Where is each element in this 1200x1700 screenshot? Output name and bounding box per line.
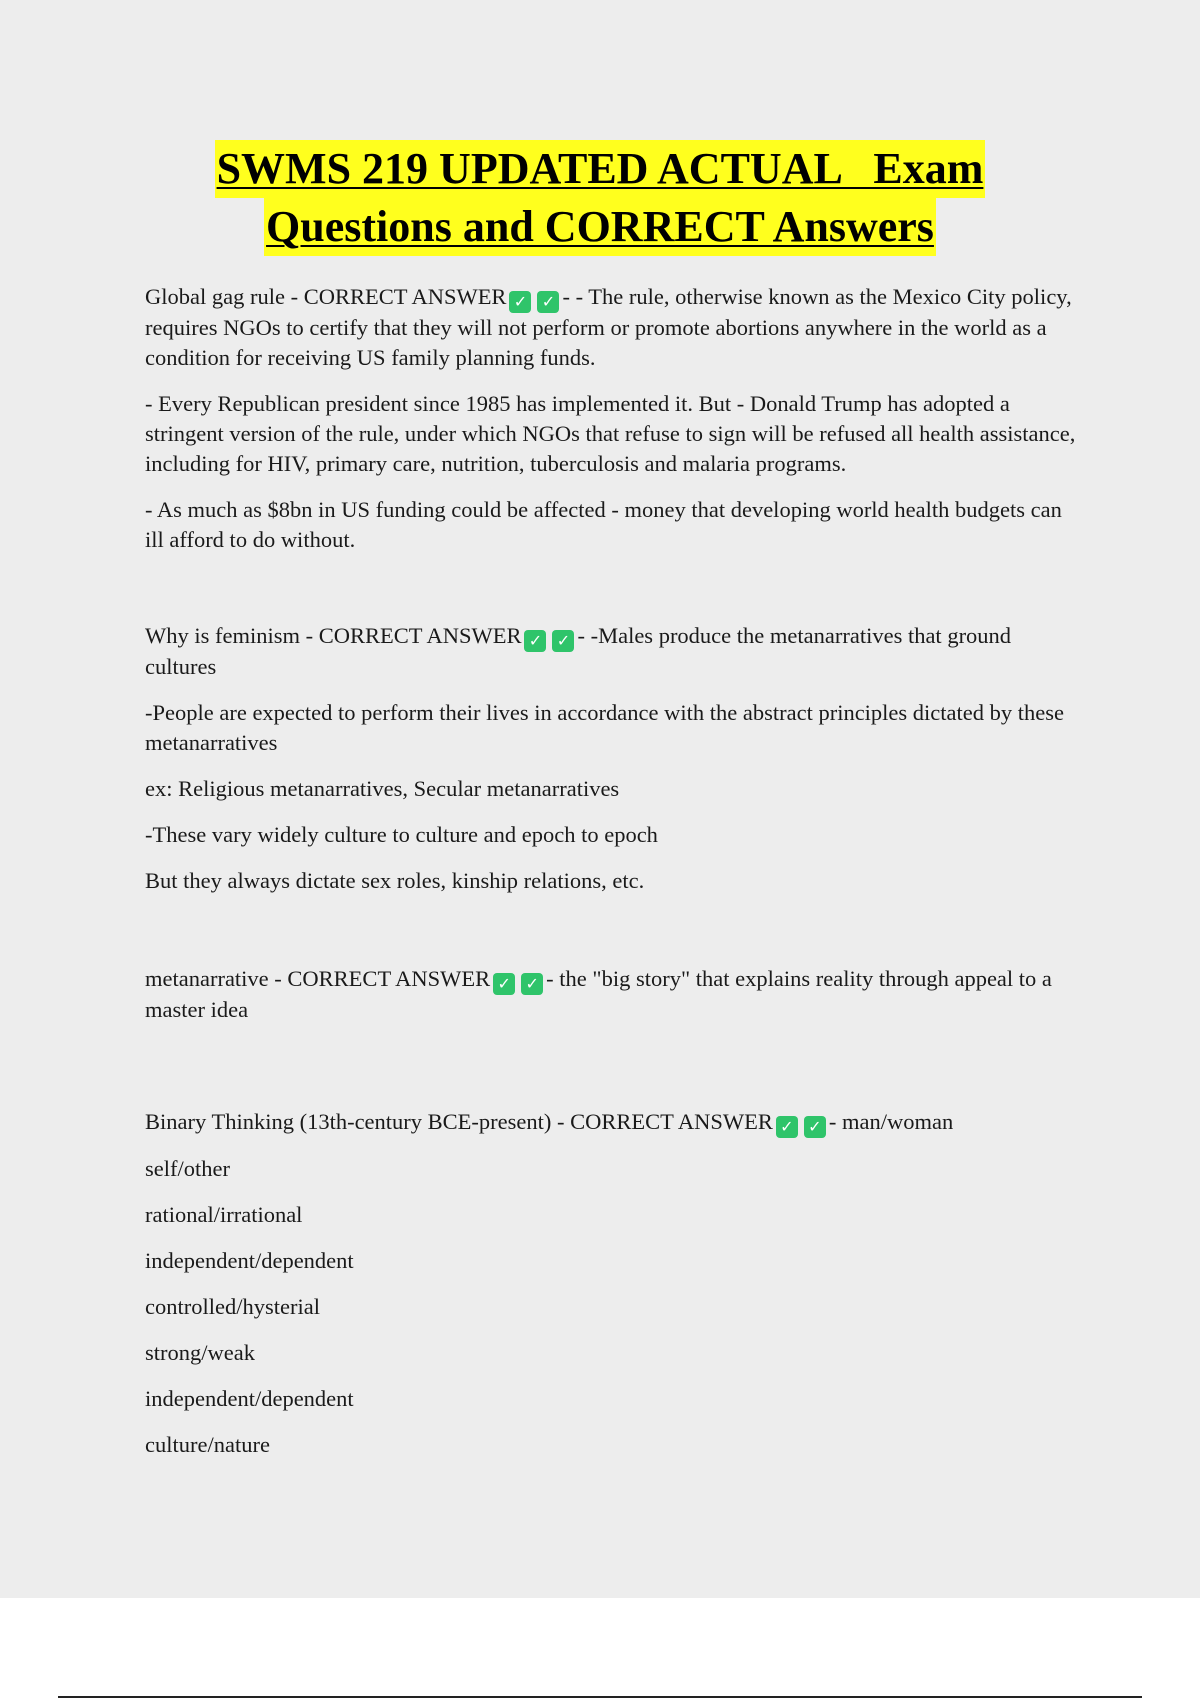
binary-pair: controlled/hysterial — [145, 1294, 320, 1319]
binary-pair: independent/dependent — [145, 1386, 354, 1411]
check-mark-icon: ✓ — [521, 973, 543, 995]
binary-pair: self/other — [145, 1156, 230, 1181]
answer-paragraph: - As much as $8bn in US funding could be affected - money that developing world health budgets can ill afford to do without. — [145, 497, 1062, 552]
check-mark-icon: ✓ — [509, 291, 531, 313]
question-term: Why is feminism - CORRECT ANSWER — [145, 623, 522, 648]
answer-paragraph: - Every Republican president since 1985 has implemented it. But - Donald Trump has adopted a stringent version of the rule, under which NGOs that refuse to sign will be refused all health assistance, including for HIV, primary care, nutrition, tuberculosis and malaria programs. — [145, 391, 1076, 476]
title-line-1: SWMS 219 UPDATED ACTUAL Exam — [215, 140, 986, 198]
qa-item-global-gag-rule — [145, 282, 1085, 373]
answer-text: - -Males produce the metanarratives that ground cultures — [145, 623, 1012, 679]
qa-item-metanarrative — [145, 964, 1085, 1025]
check-mark-icon: ✓ — [804, 1116, 826, 1138]
document-title — [0, 140, 1200, 256]
answer-text: - the "big story" that explains reality through appeal to a master idea — [145, 966, 1052, 1022]
check-mark-icon: ✓ — [493, 973, 515, 995]
qa-item-binary-thinking — [145, 1107, 1085, 1138]
binary-pair: culture/nature — [145, 1432, 270, 1457]
binary-pair: independent/dependent — [145, 1248, 354, 1273]
qa-item-why-is-feminism — [145, 621, 1085, 682]
question-term: Binary Thinking (13th-century BCE-present) - CORRECT ANSWER — [145, 1109, 773, 1134]
answer-paragraph: But they always dictate sex roles, kinship relations, etc. — [145, 868, 645, 893]
check-mark-icon: ✓ — [537, 291, 559, 313]
answer-paragraph: -These vary widely culture to culture and epoch to epoch — [145, 822, 658, 847]
qa-content — [145, 282, 1085, 1476]
binary-pair: strong/weak — [145, 1340, 255, 1365]
title-line-2: Questions and CORRECT Answers — [264, 198, 936, 256]
binary-pair: rational/irrational — [145, 1202, 303, 1227]
check-mark-icon: ✓ — [524, 630, 546, 652]
check-mark-icon: ✓ — [776, 1116, 798, 1138]
answer-paragraph: -People are expected to perform their lives in accordance with the abstract principles dictated by these metanarratives — [145, 700, 1064, 755]
answer-paragraph: ex: Religious metanarratives, Secular metanarratives — [145, 776, 620, 801]
question-term: metanarrative - CORRECT ANSWER — [145, 966, 491, 991]
question-term: Global gag rule - CORRECT ANSWER — [145, 284, 507, 309]
answer-text: - man/woman — [828, 1109, 954, 1134]
answer-text: - - The rule, otherwise known as the Mexico City policy, requires NGOs to certify that they will not perform or promote abortions anywhere in the world as a condition for receiving US family planning funds. — [145, 284, 1072, 370]
check-mark-icon: ✓ — [552, 630, 574, 652]
page-divider — [58, 1696, 1142, 1698]
